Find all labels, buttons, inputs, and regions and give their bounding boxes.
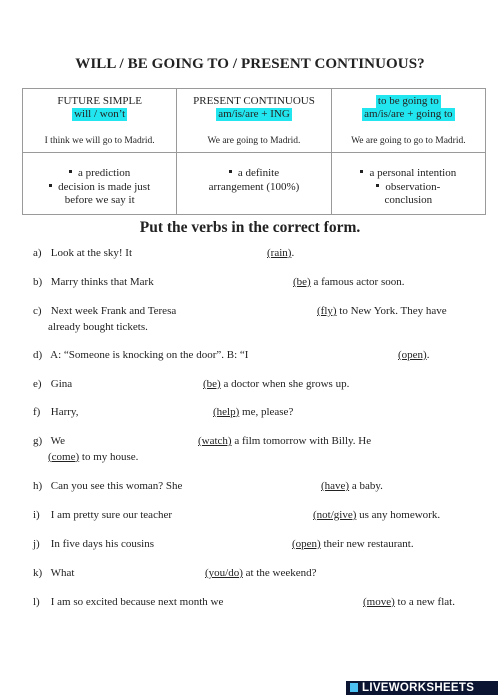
worksheet-title: WILL / BE GOING TO / PRESENT CONTINUOUS? — [75, 56, 425, 72]
verb-hint: (not/give) — [313, 509, 357, 521]
question-e: e) Gina (be) a doctor when she grows up. — [33, 378, 350, 390]
list-item: observation- conclusion — [334, 181, 483, 208]
bullet-icon — [229, 170, 232, 173]
uses-going-to — [331, 153, 485, 215]
exercise-instruction: Put the verbs in the correct form. — [139, 219, 361, 236]
verb-hint: (move) — [363, 596, 395, 608]
verb-hint: (be) — [293, 276, 311, 288]
question-j: j) In five days his cousins (open) their new restaurant. — [33, 538, 414, 550]
col-form-highlight: will / won’t — [74, 108, 126, 120]
uses-future-simple — [23, 153, 177, 215]
col-present-continuous — [177, 89, 331, 153]
col-name: PRESENT CONTINUOUS — [193, 95, 315, 107]
verb-hint: (rain) — [267, 247, 292, 259]
question-c: c) Next week Frank and Teresa (fly) to New York. They have already bought tickets. — [33, 305, 447, 333]
list-item: a prediction — [25, 167, 174, 181]
bullet-icon — [360, 170, 363, 173]
col-going-to — [331, 89, 485, 153]
bullet-icon — [376, 184, 379, 187]
question-i: i) I am pretty sure our teacher (not/give) us any homework. — [33, 509, 441, 521]
bullet-icon — [49, 184, 52, 187]
liveworksheets-icon — [350, 683, 358, 692]
verb-hint: (open) — [292, 538, 321, 550]
col-example: We are going to go to Madrid. — [351, 136, 466, 146]
grammar-table — [22, 88, 486, 215]
col-name-highlight: to be going to — [377, 95, 439, 107]
question-h: h) Can you see this woman? She (have) a baby. — [33, 480, 383, 492]
verb-hint: (watch) — [198, 435, 232, 447]
verb-hint: (have) — [321, 480, 350, 492]
list-item: a personal intention — [334, 167, 483, 181]
verb-hint: (help) — [213, 406, 240, 418]
col-form-highlight: am/is/are + going to — [364, 108, 453, 120]
list-item: decision is made just before we say it — [25, 181, 174, 208]
verb-hint: (open) — [398, 349, 427, 361]
question-g: g) We (watch) a film tomorrow with Billy. He (come) to my house. — [33, 435, 372, 463]
uses-present-continuous — [177, 153, 331, 215]
col-example: I think we will go to Madrid. — [44, 136, 155, 146]
question-l: l) I am so excited because next month we (move) to a new flat. — [33, 596, 455, 608]
question-d: d) A: “Someone is knocking on the door”. B: “I (open). — [33, 349, 430, 361]
col-example: We are going to Madrid. — [207, 136, 301, 146]
col-form-highlight: am/is/are + ING — [218, 108, 290, 120]
table-uses-row — [23, 153, 486, 215]
verb-hint: (you/do) — [205, 567, 243, 579]
list-item: a definite arrangement (100%) — [208, 167, 300, 193]
col-name: FUTURE SIMPLE — [57, 95, 142, 107]
question-b: b) Marry thinks that Mark (be) a famous actor soon. — [33, 276, 405, 288]
liveworksheets-logo: LIVEWORKSHEETS — [346, 681, 498, 695]
question-a: a) Look at the sky! It (rain). — [33, 247, 295, 259]
table-header-row — [23, 89, 486, 153]
question-k: k) What (you/do) at the weekend? — [33, 567, 317, 579]
bullet-icon — [69, 170, 72, 173]
verb-hint: (come) — [48, 450, 80, 463]
verb-hint: (be) — [203, 378, 221, 390]
col-future-simple — [23, 89, 177, 153]
question-f: f) Harry, (help) me, please? — [33, 406, 294, 418]
verb-hint: (fly) — [317, 305, 337, 317]
